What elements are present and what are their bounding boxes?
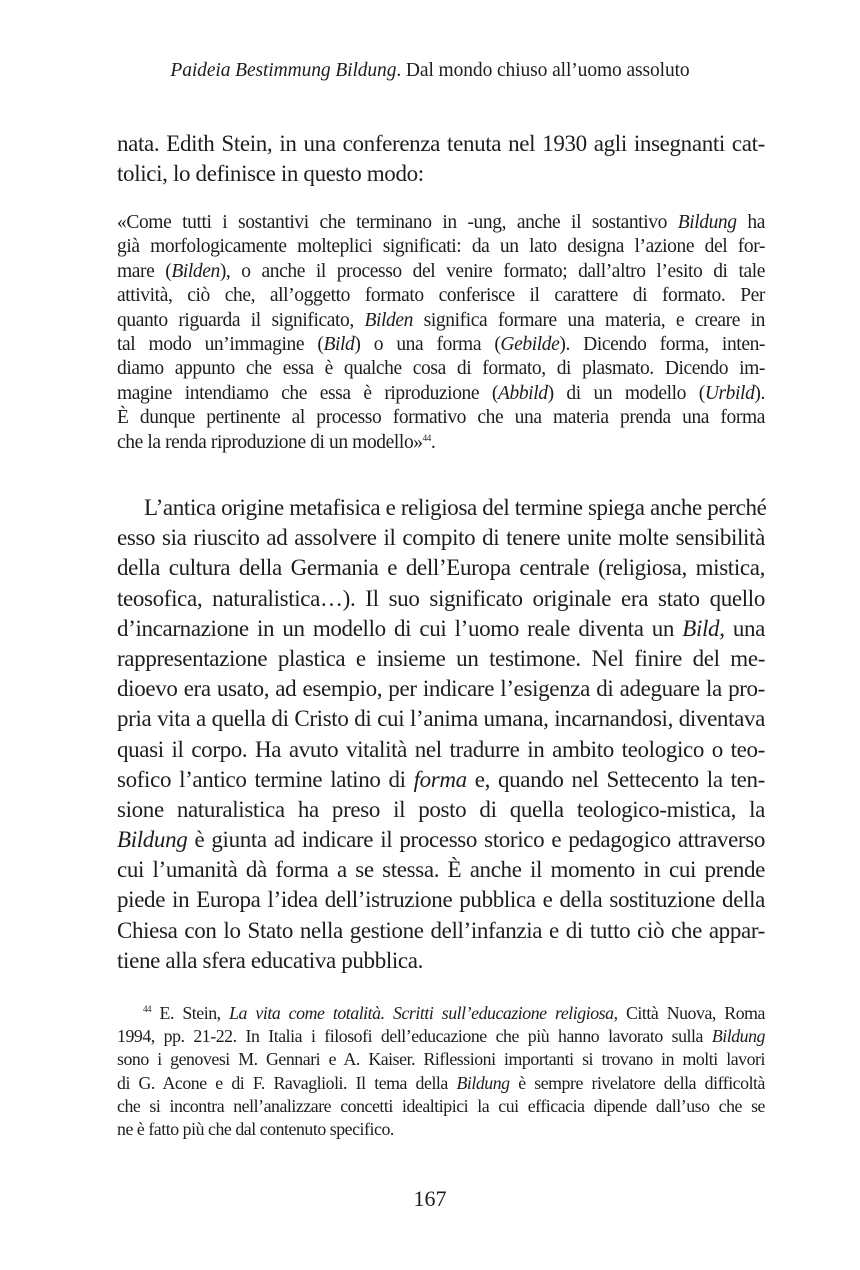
- intro-paragraph: [117, 129, 765, 189]
- text-line: sione naturalistica ha preso il posto di quella teologico-mistica, la: [117, 796, 765, 822]
- quote-line: già morfologicamente molteplici significati: da un lato designa l’azione del for-: [117, 236, 765, 258]
- text-line: esso sia riuscito ad assolvere il compito di tenere unite molte sensibilità: [117, 525, 765, 551]
- quote-line: diamo appunto che essa è qualche cosa di formato, di plasmato. Dicendo im-: [117, 358, 765, 380]
- quote-line: mare (Bilden), o anche il processo del venire formato; dall’altro l’esito di tale: [117, 260, 765, 282]
- text-line: teosofica, naturalistica…). Il suo significato originale era stato quello: [117, 585, 765, 611]
- quote-line: tal modo un’immagine (Bild) o una forma (Gebilde). Dicendo forma, inten-: [117, 333, 766, 355]
- page-number: 167: [413, 1186, 447, 1211]
- text-line: L’antica origine metafisica e religiosa del termine spiega anche perché: [144, 495, 767, 520]
- quote-line: che la renda riproduzione di un modello»$^{44}$.: [117, 431, 436, 453]
- quote-line: magine intendiamo che essa è riproduzione (Abbild) di un modello (Urbild).: [117, 382, 765, 404]
- main-paragraph: [117, 493, 765, 976]
- text-line: piede in Europa l’idea dell’istruzione pubblica e della sostituzione della: [117, 887, 765, 913]
- footnote-line: che si incontra nell’analizzare concetti idealtipici la cui efficacia dipende dall’uso che se: [117, 1095, 765, 1116]
- quote-line: quanto riguarda il significato, Bilden significa formare una materia, e creare in: [117, 309, 765, 331]
- footnote: [117, 1002, 765, 1141]
- text-line: d’incarnazione in un modello di cui l’uomo reale diventa un Bild, una: [117, 615, 765, 641]
- quote-line: attività, ciò che, all’oggetto formato conferisce il carattere di formato. Per: [117, 285, 765, 307]
- footnote-number: 44: [143, 1004, 152, 1014]
- running-head: [0, 60, 860, 82]
- footnote-reference[interactable]: 44: [422, 432, 431, 443]
- text-line: sofico l’antico termine latino di forma e, quando nel Settecento la ten-: [117, 766, 765, 792]
- text-line: della cultura della Germania e dell’Europa centrale (religiosa, mistica,: [117, 555, 765, 581]
- text-line: dioevo era usato, ad esempio, per indicare l’esigenza di adeguare la pro-: [117, 676, 765, 702]
- quote-line: È dunque pertinente al processo formativo che una materia prenda una forma: [117, 407, 765, 429]
- footnote-line: ne è fatto più che dal contenuto specifico.: [117, 1118, 394, 1139]
- footnote-line: 1994, pp. 21-22. In Italia i filosofi dell’educazione che più hanno lavorato sulla Bildung: [117, 1026, 765, 1047]
- text-line: rappresentazione plastica e insieme un testimone. Nel finire del me-: [117, 645, 765, 671]
- text-line: Chiesa con lo Stato nella gestione dell’infanzia e di tutto ciò che appar-: [117, 917, 765, 943]
- footnote-line: sono i genovesi M. Gennari e A. Kaiser. Riflessioni importanti si trovano in molti lavori: [117, 1049, 765, 1070]
- running-head-rest: . Dal mondo chiuso all’uomo assoluto: [396, 60, 690, 81]
- text-line: tiene alla sfera educativa pubblica.: [117, 947, 424, 973]
- text-line: pria vita a quella di Cristo di cui l’anima umana, incarnandosi, diventava: [117, 706, 765, 732]
- quote-line: «Come tutti i sostantivi che terminano in -ung, anche il sostantivo Bildung ha: [117, 212, 765, 233]
- running-head-italic: Paideia Bestimmung Bildung: [170, 60, 397, 81]
- footnote-line: $^{44}$ E. Stein, La vita come totalità. Scritti sull’educazione religiosa, Città Nuova, Roma: [143, 1003, 765, 1023]
- text-line: Bildung è giunta ad indicare il processo storico e pedagogico attraverso: [117, 827, 765, 853]
- text-line: nata. Edith Stein, in una conferenza tenuta nel 1930 agli insegnanti cat-: [117, 131, 765, 156]
- text-line: cui l’umanità dà forma a se stessa. È anche il momento in cui prende: [117, 857, 765, 883]
- text-line: quasi il corpo. Ha avuto vitalità nel tradurre in ambito teologico o teo-: [117, 736, 765, 762]
- text-line: tolici, lo definisce in questo modo:: [117, 161, 424, 187]
- block-quote: [117, 211, 765, 455]
- footnote-line: di G. Acone e di F. Ravaglioli. Il tema della Bildung è sempre rivelatore della difficoltà: [117, 1072, 765, 1093]
